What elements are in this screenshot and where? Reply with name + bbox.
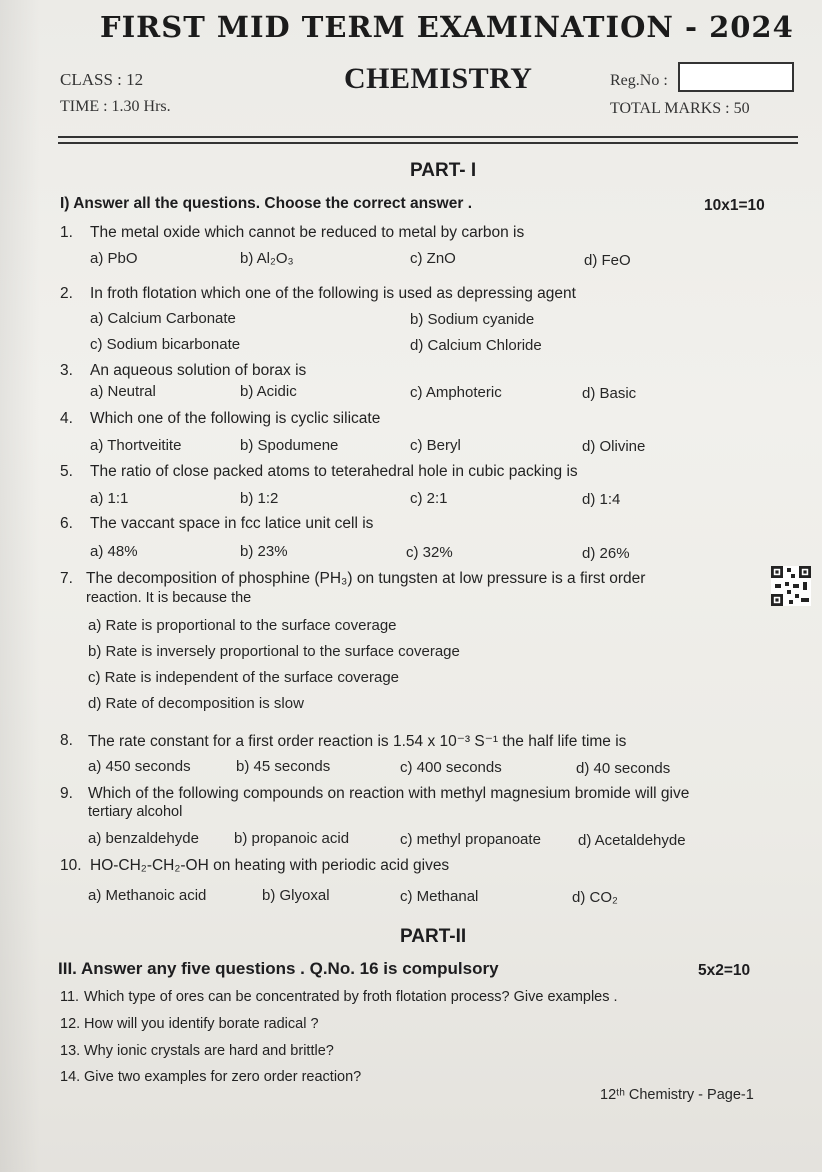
option-a: a) PbO	[90, 250, 138, 267]
option-b: b) Rate is inversely proportional to the surface coverage	[88, 643, 460, 660]
option-b: b) 45 seconds	[236, 758, 331, 775]
question-text: The decomposition of phosphine (PH₃) on tungsten at low pressure is a first order	[86, 570, 646, 587]
question-text: Why ionic crystals are hard and brittle?	[84, 1043, 334, 1059]
question-text: The vaccant space in fcc latice unit cell is	[90, 515, 374, 532]
option-d: d) 40 seconds	[576, 760, 671, 777]
question-text: The metal oxide which cannot be reduced to metal by carbon is	[90, 224, 525, 241]
header-divider	[58, 136, 798, 138]
reg-no-box[interactable]	[678, 62, 794, 92]
question-text: An aqueous solution of borax is	[90, 362, 307, 379]
part2-marks: 5x2=10	[698, 962, 751, 979]
option-a: a) Neutral	[90, 383, 156, 400]
question-number: 5.	[60, 463, 73, 480]
option-c: c) Sodium bicarbonate	[90, 336, 241, 353]
question-text: How will you identify borate radical ?	[84, 1016, 319, 1032]
part1-heading: PART- I	[410, 160, 477, 181]
option-b: b) 1:2	[240, 490, 279, 507]
question-number: 14.	[60, 1069, 81, 1085]
question-number: 9.	[60, 785, 73, 802]
option-c: c) Beryl	[410, 437, 461, 454]
subject-title: CHEMISTRY	[344, 62, 533, 95]
question-text: Which type of ores can be concentrated by froth flotation process? Give examples .	[84, 989, 618, 1005]
option-b: b) propanoic acid	[234, 830, 350, 847]
exam-title: FIRST MID TERM EXAMINATION - 2024	[100, 10, 794, 44]
option-a: a) 450 seconds	[88, 758, 191, 775]
option-b: b) Spodumene	[240, 437, 339, 454]
question-number: 4.	[60, 410, 73, 427]
question-text-continued: reaction. It is because the	[86, 590, 252, 606]
option-a: a) Thortveitite	[90, 437, 182, 454]
page-footer: 12ᵗʰ Chemistry - Page-1	[600, 1087, 754, 1103]
option-d: d) Olivine	[582, 438, 646, 455]
option-d: d) Basic	[582, 385, 637, 402]
option-d: d) FeO	[584, 252, 631, 269]
reg-no-label: Reg.No :	[610, 72, 668, 89]
question-number: 1.	[60, 224, 73, 241]
option-d: d) 1:4	[582, 491, 621, 508]
question-text: The ratio of close packed atoms to teterahedral hole in cubic packing is	[90, 463, 578, 480]
option-c: c) ZnO	[410, 250, 456, 267]
part1-marks: 10x1=10	[704, 197, 765, 214]
question-text: HO-CH₂-CH₂-OH on heating with periodic acid gives	[90, 857, 450, 874]
option-d: d) Calcium Chloride	[410, 337, 542, 354]
class-label: CLASS : 12	[60, 70, 144, 89]
option-b: b) Sodium cyanide	[410, 311, 535, 328]
option-b: b) Glyoxal	[262, 887, 330, 904]
question-number: 6.	[60, 515, 73, 532]
question-number: 11.	[60, 989, 80, 1005]
option-c: c) 32%	[406, 544, 453, 561]
question-number: 12.	[60, 1016, 81, 1032]
option-c: c) 2:1	[410, 490, 448, 507]
question-number: 7.	[60, 570, 73, 587]
question-number: 3.	[60, 362, 73, 379]
option-d: d) 26%	[582, 545, 630, 562]
question-number: 2.	[60, 285, 73, 302]
option-a: a) Calcium Carbonate	[90, 310, 236, 327]
option-c: c) Methanal	[400, 888, 479, 905]
question-text: In froth flotation which one of the following is used as depressing agent	[90, 285, 576, 302]
option-a: a) Rate is proportional to the surface coverage	[88, 617, 397, 634]
option-c: c) 400 seconds	[400, 759, 502, 776]
question-text: Which of the following compounds on reaction with methyl magnesium bromide will give	[88, 785, 690, 802]
option-b: b) 23%	[240, 543, 288, 560]
option-c: c) Amphoteric	[410, 384, 502, 401]
option-d: d) CO₂	[572, 889, 618, 906]
time-label: TIME : 1.30 Hrs.	[60, 98, 171, 115]
part2-heading: PART-II	[400, 926, 467, 947]
question-number: 8.	[60, 732, 73, 749]
question-text: Which one of the following is cyclic silicate	[90, 410, 381, 427]
option-a: a) benzaldehyde	[88, 830, 199, 847]
option-a: a) Methanoic acid	[88, 887, 207, 904]
page-shadow	[0, 0, 40, 1172]
option-d: d) Acetaldehyde	[578, 832, 686, 849]
option-a: a) 48%	[90, 543, 138, 560]
question-text: The rate constant for a first order reaction is 1.54 x 10⁻³ S⁻¹ the half life time is	[88, 733, 627, 750]
part1-instruction: I) Answer all the questions. Choose the correct answer .	[60, 195, 472, 212]
question-number: 10.	[60, 857, 82, 874]
part2-instruction: III. Answer any five questions . Q.No. 16 is compulsory	[58, 959, 499, 978]
option-d: d) Rate of decomposition is slow	[88, 695, 304, 712]
option-c: c) methyl propanoate	[400, 831, 541, 848]
question-number: 13.	[60, 1043, 81, 1059]
option-b: b) Acidic	[240, 383, 297, 400]
option-c: c) Rate is independent of the surface coverage	[88, 669, 400, 686]
header-divider-2	[58, 142, 798, 144]
option-a: a) 1:1	[90, 490, 129, 507]
qr-code-icon	[771, 566, 811, 606]
question-text: Give two examples for zero order reaction?	[84, 1069, 362, 1085]
total-marks: TOTAL MARKS : 50	[610, 100, 750, 117]
question-text-continued: tertiary alcohol	[88, 804, 183, 820]
option-b: b) Al₂O₃	[240, 250, 294, 267]
